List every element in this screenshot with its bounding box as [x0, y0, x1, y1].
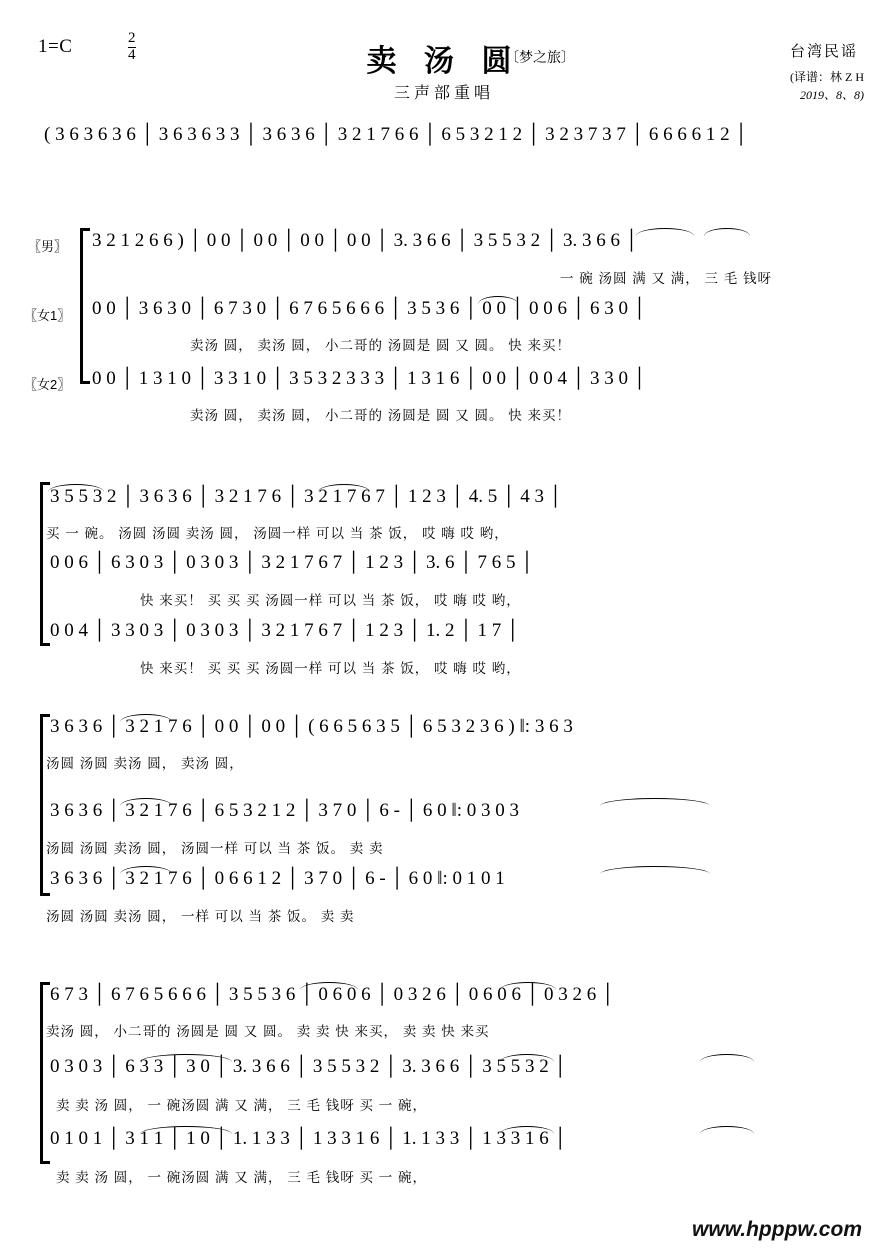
- female2-staff-line-2: 0 0 │ 1 3 1 0 │ 3 3 1 0 │ 3 5 3 2 3 3 3 │ 1 3 1 6 │ 0 0 │ 0 0 4 │ 3 3 0 │: [92, 368, 647, 389]
- male-lyrics-5: 卖汤 圆， 小二哥的 汤圆是 圆 又 圆。 卖 卖 快 来买， 卖 卖 快 来买: [46, 1024, 490, 1039]
- time-signature-denominator: 4: [128, 46, 136, 63]
- male-staff-line-3: 3 5 5 3 2 │ 3 6 3 6 │ 3 2 1 7 6 │ 3 2 1 7 6 7 │ 1 2 3 │ 4. 5 │ 4 3 │: [50, 486, 563, 507]
- male-staff-line-5: 6 7 3 │ 6 7 6 5 6 6 6 │ 3 5 5 3 6 │ 0 6 0 6 │ 0 3 2 6 │ 0 6 0 6 │ 0 3 2 6 │: [50, 984, 615, 1005]
- system-brace-3: [40, 482, 50, 646]
- female2-lyrics-5: 卖 卖 汤 圆， 一 碗汤圆 满 又 满， 三 毛 钱呀 买 一 碗，: [56, 1170, 428, 1185]
- title-bracket: 〔梦之旅〕: [505, 51, 575, 66]
- system-brace-4: [40, 714, 50, 896]
- system-brace-2: [80, 228, 90, 384]
- female2-lyrics-4: 汤圆 汤圆 卖汤 圆， 一样 可以 当 茶 饭。 卖 卖: [46, 909, 355, 924]
- credit-source: 台湾民谣: [789, 44, 858, 60]
- female2-staff-line-4: 3 6 3 6 │ 3 2 1 7 6 │ 0 6 6 1 2 │ 3 7 0 │ 6 - │ 6 0 ‖: 0 1 0 1: [50, 868, 505, 889]
- slur-icon: [700, 1126, 754, 1134]
- female1-lyrics-3: 快 来买！ 买 买 买 汤圆一样 可以 当 茶 饭， 哎 嗨 哎 哟，: [140, 593, 521, 608]
- female1-staff-line-2: 0 0 │ 3 6 3 0 │ 6 7 3 0 │ 6 7 6 5 6 6 6 │ 3 5 3 6 │ 0 0 │ 0 0 6 │ 6 3 0 │: [92, 298, 647, 319]
- male-lyrics-2: 一 碗 汤圆 满 又 满， 三 毛 钱呀: [560, 271, 773, 286]
- male-staff-line-2: 3 2 1 2 6 6 ) │ 0 0 │ 0 0 │ 0 0 │ 0 0 │ 3. 3 6 6 │ 3 5 5 3 2 │ 3. 3 6 6 │: [92, 230, 639, 251]
- system-brace-5: [40, 982, 50, 1164]
- slur-icon: [636, 228, 694, 236]
- female2-lyrics-3: 快 来买！ 买 买 买 汤圆一样 可以 当 茶 饭， 哎 嗨 哎 哟，: [140, 661, 521, 676]
- male-staff-line-4: 3 6 3 6 │ 3 2 1 7 6 │ 0 0 │ 0 0 │ ( 6 6 5 6 3 5 │ 6 5 3 2 3 6 ) ‖: 3 6 3: [50, 716, 573, 737]
- female2-lyrics-2: 卖汤 圆， 卖汤 圆， 小二哥的 汤圆是 圆 又 圆。 快 来买！: [190, 408, 572, 423]
- credit-date: 2019、8、8): [800, 88, 864, 102]
- female1-staff-line-4: 3 6 3 6 │ 3 2 1 7 6 │ 6 5 3 2 1 2 │ 3 7 0 │ 6 - │ 6 0 ‖: 0 3 0 3: [50, 800, 519, 821]
- female2-staff-line-5: 0 1 0 1 │ 3 1 1 │ 1 0 │ 1. 1 3 3 │ 1 3 3 1 6 │ 1. 1 3 3 │ 1 3 3 1 6 │: [50, 1128, 567, 1149]
- slur-icon: [700, 1054, 754, 1062]
- page-subtitle: 三声部重唱: [393, 85, 494, 102]
- female1-lyrics-2: 卖汤 圆， 卖汤 圆， 小二哥的 汤圆是 圆 又 圆。 快 来买！: [190, 338, 572, 353]
- female2-staff-line-3: 0 0 4 │ 3 3 0 3 │ 0 3 0 3 │ 3 2 1 7 6 7 │ 1 2 3 │ 1. 2 │ 1 7 │: [50, 620, 520, 641]
- tie-icon: [600, 798, 710, 806]
- voice-label-female1-1: 〖女1〗: [24, 308, 71, 323]
- tie-icon: [600, 866, 710, 874]
- female1-staff-line-5: 0 3 0 3 │ 6 3 3 │ 3 0 │ 3. 3 6 6 │ 3 5 5 3 2 │ 3. 3 6 6 │ 3 5 5 3 2 │: [50, 1056, 567, 1077]
- female1-staff-line-3: 0 0 6 │ 6 3 0 3 │ 0 3 0 3 │ 3 2 1 7 6 7 │ 1 2 3 │ 3. 6 │ 7 6 5 │: [50, 552, 534, 573]
- page-title: 卖 汤 圆: [366, 45, 522, 78]
- male-lyrics-4: 汤圆 汤圆 卖汤 圆， 卖汤 圆，: [46, 756, 244, 771]
- voice-label-male-1: 〖男〗: [28, 239, 68, 254]
- time-signature-numerator: 2: [128, 30, 136, 46]
- key-signature: 1=C: [38, 36, 73, 57]
- intro-staff-line: ( 3 6 3 6 3 6 │ 3 6 3 6 3 3 │ 3 6 3 6 │ 3 2 1 7 6 6 │ 6 5 3 2 1 2 │ 3 2 3 7 3 7 │ 6 6 6 6 1 2 │: [44, 124, 748, 145]
- female1-lyrics-5: 卖 卖 汤 圆， 一 碗汤圆 满 又 满， 三 毛 钱呀 买 一 碗，: [56, 1098, 428, 1113]
- male-lyrics-3: 买 一 碗。 汤圆 汤圆 卖汤 圆， 汤圆一样 可以 当 茶 饭， 哎 嗨 哎 哟，: [46, 526, 509, 541]
- credit-arranger: (译谱：林 Z H: [790, 70, 864, 84]
- voice-label-female2-1: 〖女2〗: [24, 377, 71, 392]
- site-watermark: www.hpppw.com: [692, 1218, 862, 1241]
- female1-lyrics-4: 汤圆 汤圆 卖汤 圆， 汤圆一样 可以 当 茶 饭。 卖 卖: [46, 841, 384, 856]
- slur-icon: [704, 228, 750, 236]
